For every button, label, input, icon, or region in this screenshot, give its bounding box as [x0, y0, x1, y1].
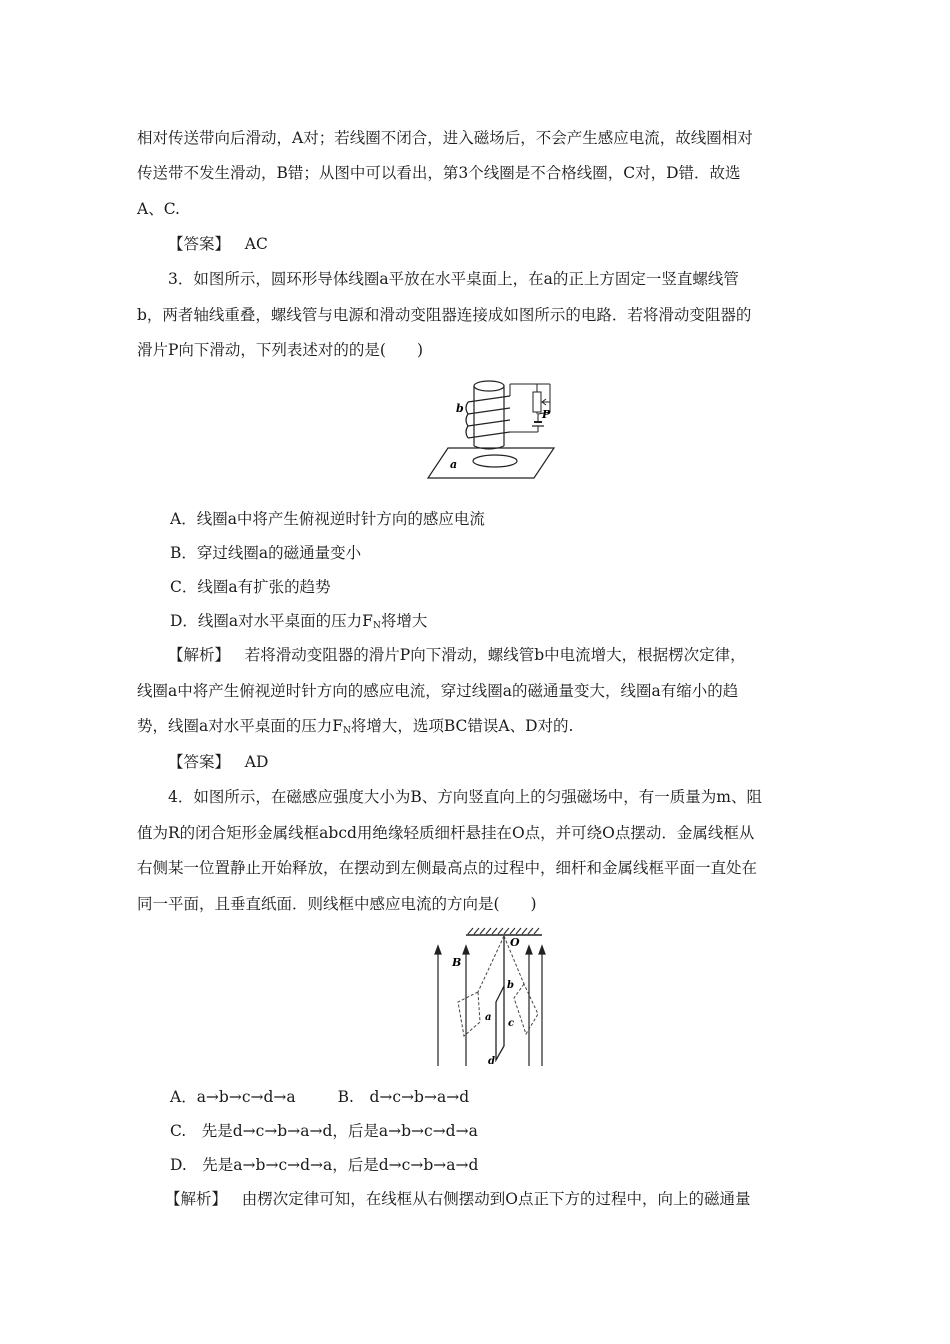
option-a: A．a→b→c→d→a — [170, 1088, 296, 1106]
solenoid-coil-figure — [420, 372, 560, 484]
answer-tag: 【答案】 — [168, 235, 231, 253]
option-a: A．线圈a中将产生俯视逆时针方向的感应电流 — [170, 510, 485, 528]
answer-line — [168, 752, 268, 772]
question-3-line: 3．如图所示，圆环形导体线圈a平放在水平桌面上，在a的正上方固定一竖直螺线管 — [168, 270, 739, 288]
question-3-line: b，两者轴线重叠，螺线管与电源和滑动变阻器连接成如图所示的电路．若将滑动变阻器的 — [137, 306, 752, 324]
figure-label-d: d — [488, 1056, 495, 1067]
solution-tag: 【解析】 — [168, 646, 231, 664]
question-4-line: 4．如图所示，在磁感应强度大小为B、方向竖直向上的匀强磁场中，有一质量为m、阻 — [168, 788, 762, 806]
option-c: C．线圈a有扩张的趋势 — [170, 578, 331, 596]
option-b: B. d→c→b→a→d — [337, 1088, 470, 1106]
question-3-line: 滑片P向下滑动，下列表述对的的是( ) — [137, 341, 424, 359]
figure-label-a: a — [450, 458, 458, 471]
swinging-frame-figure — [430, 926, 548, 1070]
figure-label-c: c — [508, 1018, 515, 1029]
answer-line — [168, 234, 268, 254]
solution-line: 线圈a中将产生俯视逆时针方向的感应电流，穿过线圈a的磁通量变大，线圈a有缩小的趋 — [137, 682, 739, 700]
question-4-line: 右侧某一位置静止开始释放，在摆动到左侧最高点的过程中，细杆和金属线框平面一直处在 — [137, 859, 758, 877]
figure-label-a: a — [485, 1012, 492, 1023]
option-c: C. 先是d→c→b→a→d，后是a→b→c→d→a — [170, 1122, 478, 1140]
solution-tag: 【解析】 — [165, 1190, 228, 1208]
figure-label-B: B — [452, 956, 462, 969]
solution-text: 若将滑动变阻器的滑片P向下滑动，螺线管b中电流增大，根据楞次定律， — [244, 646, 746, 664]
option-d: D. 先是a→b→c→d→a，后是d→c→b→a→d — [170, 1156, 479, 1174]
option-d: D．线圈a对水平桌面的压力$F_N$将增大 — [170, 612, 428, 631]
question-4-line: 同一平面，且垂直纸面．则线框中感应电流的方向是( ) — [137, 895, 537, 913]
solution-line — [165, 1189, 751, 1209]
figure-label-b: b — [507, 980, 514, 991]
option-a-b — [170, 1087, 469, 1107]
paragraph-line: 相对传送带向后滑动，A对；若线圈不闭合，进入磁场后，不会产生感应电流，故线圈相对 — [137, 129, 753, 147]
figure-label-p: P — [542, 408, 551, 421]
option-b: B．穿过线圈a的磁通量变小 — [170, 544, 362, 562]
question-4-line: 值为R的闭合矩形金属线框abcd用绝缘轻质细杆悬挂在O点，并可绕O点摆动．金属线框从 — [137, 824, 755, 842]
answer-tag: 【答案】 — [168, 753, 231, 771]
figure-label-o: O — [510, 936, 520, 949]
solution-line: 势，线圈a对水平桌面的压力$F_N$将增大，选项BC错误A、D对的. — [137, 717, 574, 736]
figure-label-b: b — [456, 402, 464, 415]
paragraph-line: A、C. — [137, 200, 180, 218]
answer-text: AC — [244, 235, 268, 253]
paragraph-line: 传送带不发生滑动，B错；从图中可以看出，第3个线圈是不合格线圈，C对，D错．故选 — [137, 164, 741, 182]
answer-text: AD — [244, 753, 269, 771]
solution-text: 由楞次定律可知，在线框从右侧摆动到O点正下方的过程中，向上的磁通量 — [241, 1190, 751, 1208]
solution-line — [168, 645, 746, 665]
